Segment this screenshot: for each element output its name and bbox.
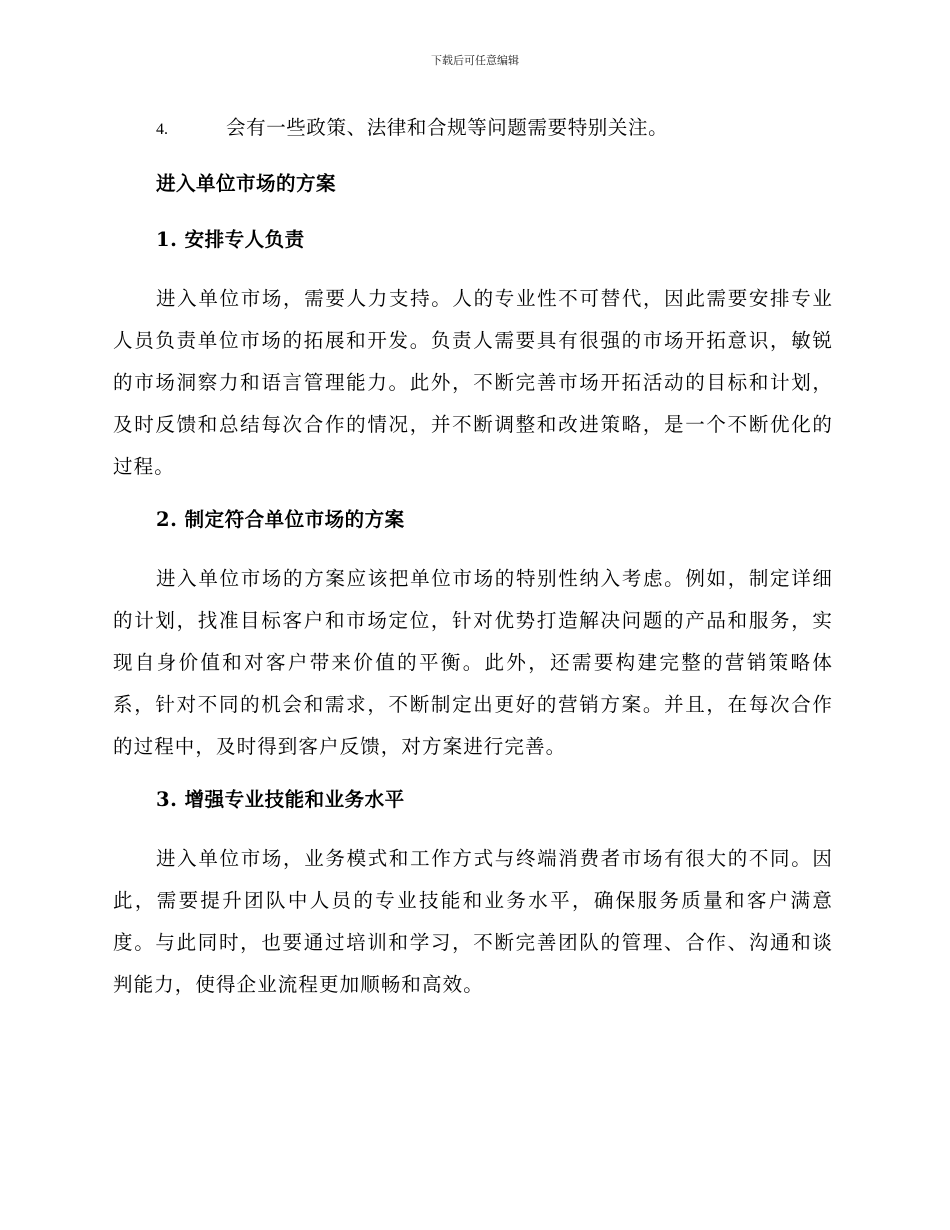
- list-item: [113, 110, 833, 146]
- list-item-number: 4.: [156, 121, 168, 138]
- section-paragraph-3: 进入单位市场，业务模式和工作方式与终端消费者市场有很大的不同。因此，需要提升团队中人员的专业技能和业务水平，确保服务质量和客户满意度。与此同时，也要通过培训和学习，不断完善团队的管理、合作、沟通和谈判能力，使得企业流程更加顺畅和高效。: [113, 847, 833, 996]
- section-paragraph-1: 进入单位市场，需要人力支持。人的专业性不可替代，因此需要安排专业人员负责单位市场的拓展和开发。负责人需要具有很强的市场开拓意识，敏锐的市场洞察力和语言管理能力。此外，不断完善市场开拓活动的目标和计划，及时反馈和总结每次合作的情况，并不断调整和改进策略，是一个不断优化的过程。: [113, 287, 833, 478]
- section-paragraph-2: 进入单位市场的方案应该把单位市场的特别性纳入考虑。例如，制定详细的计划，找准目标客户和市场定位，针对优势打造解决问题的产品和服务，实现自身价值和对客户带来价值的平衡。此外，还需要构建完整的营销策略体系，针对不同的机会和需求，不断制定出更好的营销方案。并且，在每次合作的过程中，及时得到客户反馈，对方案进行完善。: [113, 567, 833, 758]
- section-title: 进入单位市场的方案: [156, 172, 337, 195]
- section-heading-3: 3. 增强专业技能和业务水平: [156, 788, 405, 811]
- section-heading-2: 2. 制定符合单位市场的方案: [156, 508, 405, 531]
- section-heading-1: 1. 安排专人负责: [156, 228, 305, 251]
- page-header-note: 下载后可任意编辑: [431, 54, 519, 67]
- list-item-text: 会有一些政策、法律和合规等问题需要特别关注。: [226, 116, 669, 139]
- document-body: [113, 110, 833, 1020]
